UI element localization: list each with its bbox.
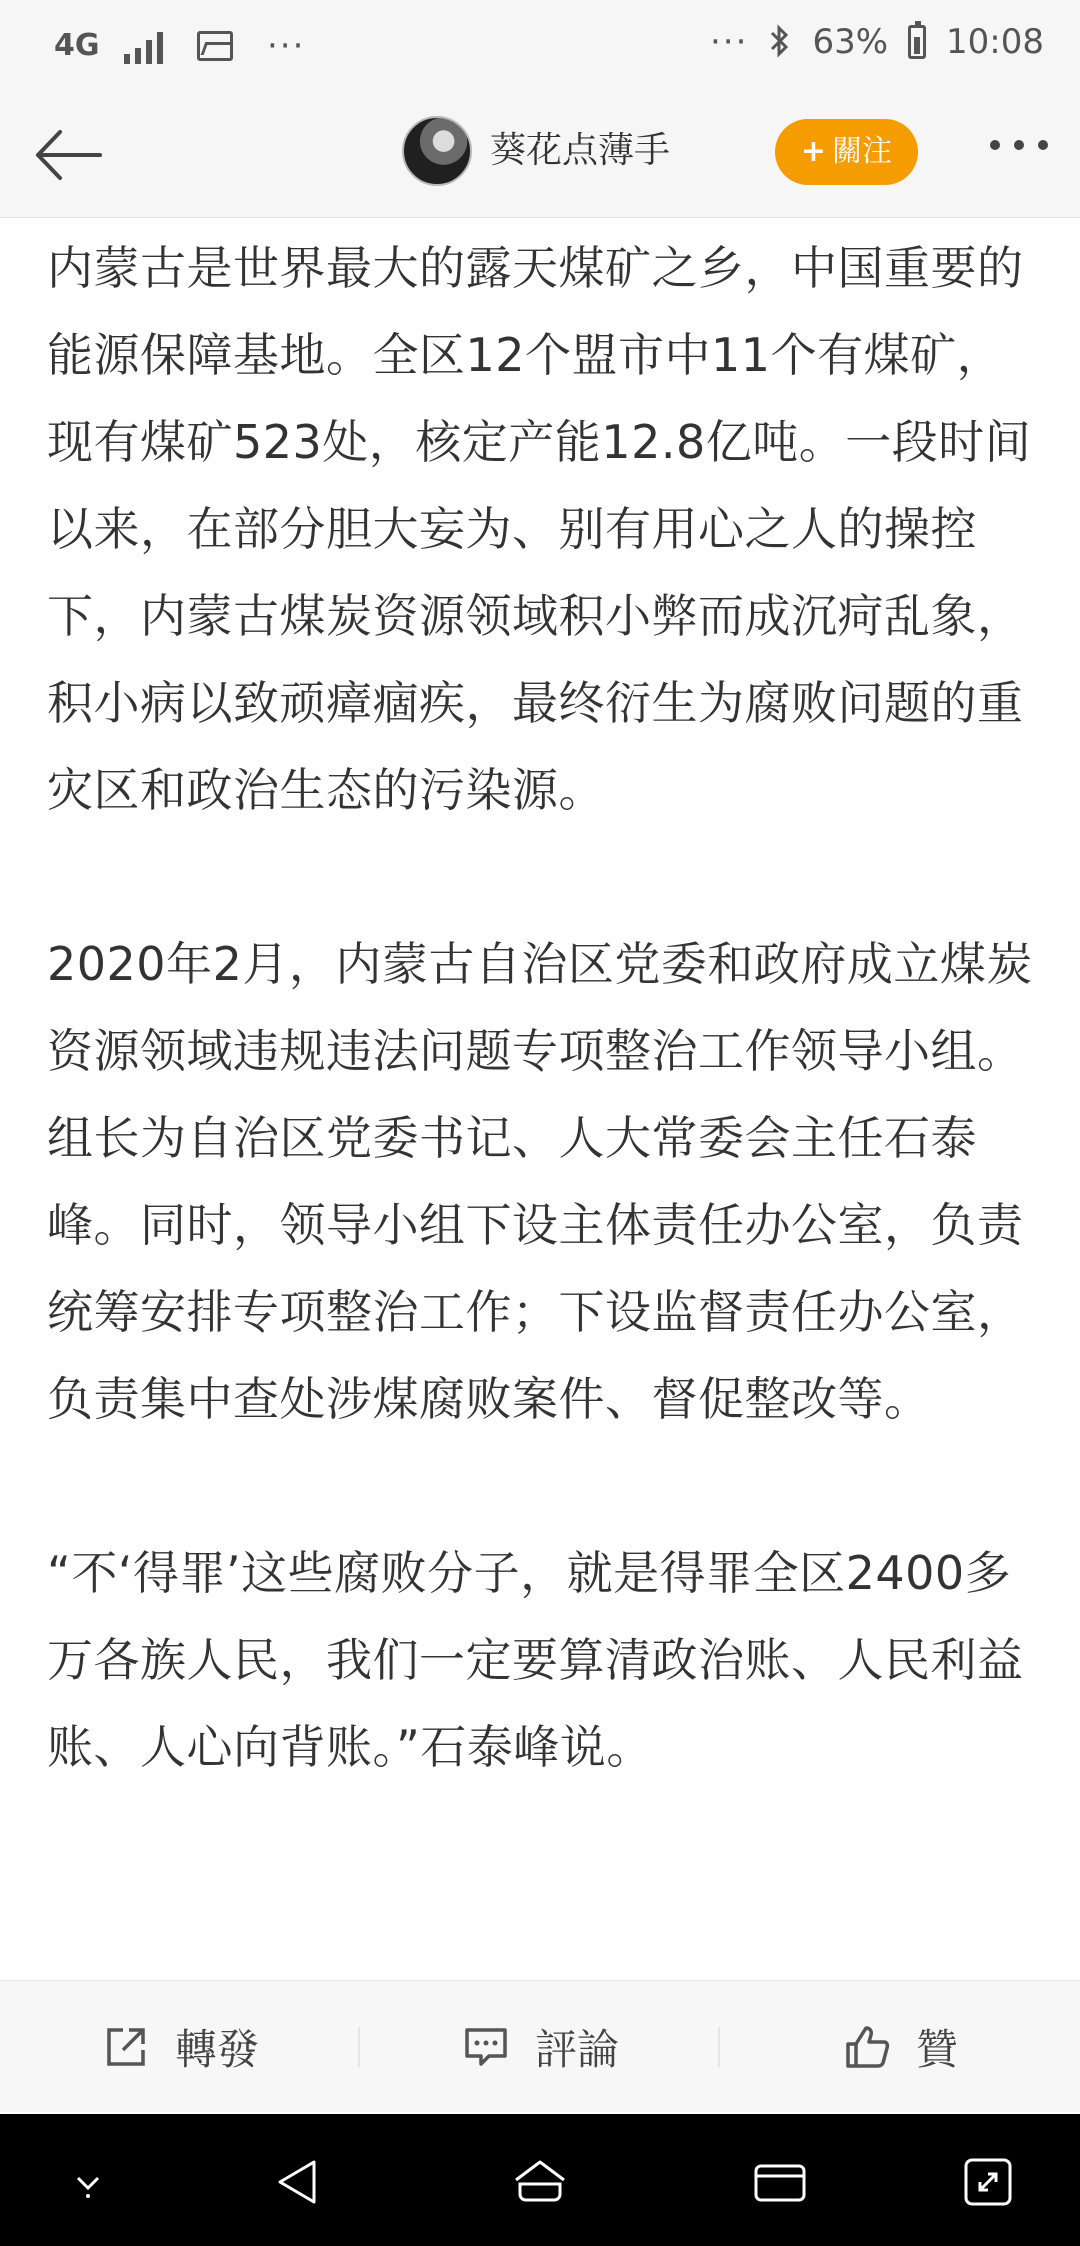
- action-bar: [0, 1980, 1080, 2112]
- article-paragraph: “不‘得罪’这些腐败分子，就是得罪全区2400多万各族人民，我们一定要算清政治账、人民利益账、人心向背账。”石泰峰说。: [47, 1546, 1024, 1774]
- network-indicator: [54, 22, 100, 70]
- signal-icon: [124, 28, 163, 64]
- home-icon[interactable]: [510, 2154, 570, 2210]
- article-paragraph: 内蒙古是世界最大的露天煤矿之乡，中国重要的能源保障基地。全区12个盟市中11个有煤矿，现有煤矿523处，核定产能12.8亿吨。一段时间以来，在部分胆大妄为、别有用心之人的操控下，内蒙古煤炭资源领域积小弊而成沉疴乱象，积小病以致顽瘴痼疾，最终衍生为腐败问题的重灾区和政治生态的污染源。: [47, 241, 1032, 817]
- network-label: 4G: [54, 28, 100, 63]
- author-avatar[interactable]: [402, 116, 472, 186]
- like-label: 贊: [915, 2025, 958, 2074]
- hide-keyboard-icon[interactable]: [60, 2154, 116, 2210]
- back-arrow-icon[interactable]: [28, 120, 108, 190]
- status-bar: [0, 0, 1080, 92]
- follow-button[interactable]: [775, 119, 918, 185]
- more-notifications: ···: [267, 26, 306, 66]
- share-icon: [101, 2022, 151, 2072]
- comment-button[interactable]: [360, 1981, 720, 2113]
- image-notification-icon: [197, 31, 233, 61]
- status-right: [710, 22, 1044, 62]
- article-paragraph: 2020年2月，内蒙古自治区党委和政府成立煤炭资源领域违规违法问题专项整治工作领导小组。组长为自治区党委书记、人大常委会主任石泰峰。同时，领导小组下设主体责任办公室，负责统筹安排专项整治工作；下设监督责任办公室，负责集中查处涉煤腐败案件、督促整改等。: [47, 937, 1033, 1426]
- follow-label: 關注: [832, 134, 893, 169]
- expand-icon[interactable]: [960, 2154, 1016, 2210]
- clock-time: 10:08: [946, 22, 1044, 62]
- like-button[interactable]: [720, 1981, 1080, 2113]
- author-name[interactable]: 葵花点薄手: [490, 130, 671, 171]
- status-left: [54, 22, 305, 70]
- more-options-icon[interactable]: [990, 140, 1048, 150]
- battery-percent: 63%: [812, 22, 889, 62]
- back-triangle-icon[interactable]: [272, 2154, 328, 2210]
- repost-button[interactable]: [0, 1981, 360, 2113]
- more-status-icons: ···: [710, 22, 749, 62]
- article-body: [47, 225, 1037, 1791]
- comment-label: 評論: [534, 2025, 619, 2074]
- comment-icon: [461, 2022, 511, 2072]
- plus-icon: +: [800, 134, 827, 169]
- thumbs-up-icon: [842, 2022, 892, 2072]
- battery-icon: [908, 25, 926, 59]
- top-header: [0, 92, 1080, 218]
- bluetooth-icon: [768, 23, 792, 61]
- repost-label: 轉發: [174, 2025, 259, 2074]
- recent-apps-icon[interactable]: [752, 2154, 808, 2210]
- system-nav-bar: [0, 2114, 1080, 2246]
